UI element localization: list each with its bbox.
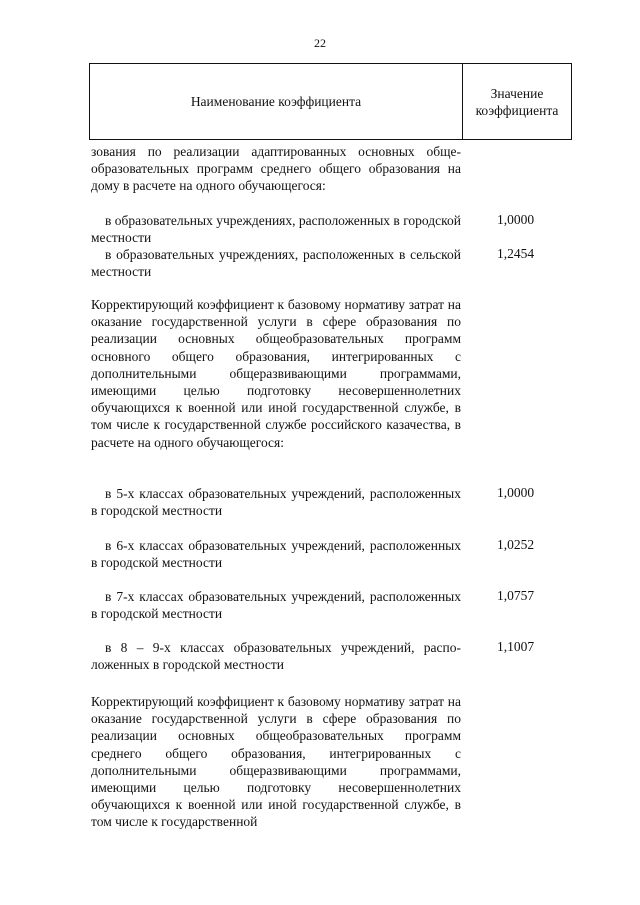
column-header-value-line1: Значение	[490, 85, 544, 101]
section3-heading: Корректирующий коэффициент к базовому нормативу затрат на оказание государственной услуги в сфере образования по реализации основных общеобразовательных программ среднего общего образования, интегрированных с дополнительными общеразвивающими программами, имеющими целью подготовку несовершеннолетних обучающихся к военной или иной государственной службе, в том числе к государственной	[91, 694, 461, 830]
section2-item-grade8-9: в 8 – 9-х классах образовательных учреждений, расположенных в городской местности	[91, 640, 461, 673]
intro-item-urban-value: 1,0000	[497, 212, 535, 227]
column-header-value-line2: коэффициента	[475, 102, 559, 118]
intro-item-urban: в образовательных учреждениях, расположенных в городской местности	[91, 213, 461, 246]
column-header-name: Наименование коэффициента	[190, 93, 362, 109]
intro-continuation: зования по реализации адаптированных основных общеобразовательных программ среднего общего образования на дому в расчете на одного обучающегося:	[91, 144, 461, 194]
table-header	[89, 63, 572, 140]
intro-item-rural: в образовательных учреждениях, расположенных в сельской местности	[91, 247, 461, 280]
section2-heading: Корректирующий коэффициент к базовому нормативу затрат на оказание государственной услуги в сфере образования по реализации основных общеобразовательных программ основного общего образования, интегрированных с дополнительными общеразвивающими программами, имеющими целью подготовку несовершеннолетних обучающихся к военной или иной государственной службе, в том числе к государственной службе российского казачества, в расчете на одного обучающегося:	[91, 297, 461, 450]
column-header-value	[463, 64, 571, 139]
section2-item-grade5-value: 1,0000	[497, 485, 535, 500]
intro-item-rural-value: 1,2454	[497, 246, 535, 261]
section2-item-grade8-9-value: 1,1007	[497, 639, 535, 654]
section2-item-grade6-value: 1,0252	[497, 537, 535, 552]
section2-item-grade7-value: 1,0757	[497, 588, 535, 603]
section2-item-grade6: в 6-х классах образовательных учреждений, расположенных в городской местности	[91, 538, 461, 571]
section2-item-grade7: в 7-х классах образовательных учреждений, расположенных в городской местности	[91, 589, 461, 622]
page-number: 22	[314, 36, 326, 50]
section2-item-grade5: в 5-х классах образовательных учреждений, расположенных в городской местности	[91, 486, 461, 519]
